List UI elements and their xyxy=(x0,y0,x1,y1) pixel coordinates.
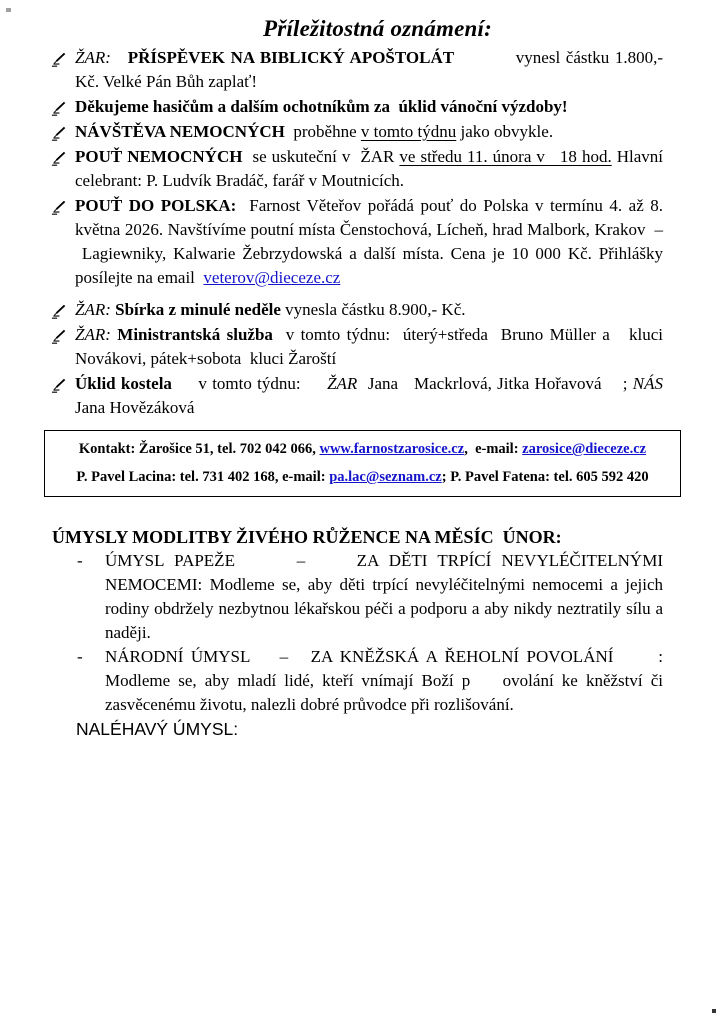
place-marker: ŽAR: xyxy=(75,48,128,67)
pen-bullet-icon xyxy=(51,377,66,393)
dash-marker: - xyxy=(77,551,83,570)
announcement-text: jako obvykle. xyxy=(456,122,554,141)
announcement-title: NÁVŠTĚVA NEMOCNÝCH xyxy=(75,122,285,141)
page-title: Příležitostná oznámení: xyxy=(263,16,492,41)
announcements-list xyxy=(0,46,725,420)
intentions-heading: ÚMYSLY MODLITBY ŽIVÉHO RŮŽENCE NA MĚSÍC ÚNOR: xyxy=(52,527,562,547)
pen-bullet-icon xyxy=(51,199,66,215)
announcement-title: POUŤ DO POLSKA: xyxy=(75,196,237,215)
priest-email-link[interactable]: pa.lac@seznam.cz xyxy=(329,469,442,485)
announcement-prispevek xyxy=(75,46,663,94)
contact-line-parish xyxy=(53,440,672,458)
contact-text: Kontakt: Žarošice 51, tel. 702 042 066, xyxy=(78,441,320,457)
email-link-veterov[interactable]: veterov@dieceze.cz xyxy=(203,268,341,287)
underlined-date: ve středu 11. února v 18 hod. xyxy=(399,147,612,166)
announcement-title: PŘÍSPĚVEK NA BIBLICKÝ APOŠTOLÁT xyxy=(127,48,455,67)
announcement-pout-polska xyxy=(75,194,663,290)
announcement-text: Děkujeme hasičům a dalším ochotníkům za úklid vánoční výzdoby! xyxy=(75,97,568,116)
contact-text: , e-mail: xyxy=(464,441,523,457)
parish-website-link[interactable]: www.farnostzarosice.cz xyxy=(319,441,465,457)
place-marker: NÁS xyxy=(632,374,664,393)
page-corner-mark-bottom-right xyxy=(712,1009,716,1013)
parish-email-link[interactable]: zarosice@dieceze.cz xyxy=(522,441,647,457)
contact-line-priests xyxy=(53,468,672,486)
announcement-dekujeme xyxy=(75,95,663,119)
pen-bullet-icon xyxy=(51,150,66,166)
place-marker: ŽAR: xyxy=(75,300,116,319)
announcement-sbirka xyxy=(75,298,663,322)
announcement-text: proběhne xyxy=(284,122,361,141)
dash-marker: - xyxy=(77,647,83,666)
announcement-text: Hlavní celebrant: P. Ludvík Bradáč, farář v Moutnicích. xyxy=(75,147,663,190)
announcement-text: vynesla částku 8.900,- Kč. xyxy=(280,300,466,319)
announcement-uklid xyxy=(75,372,663,420)
pen-bullet-icon xyxy=(51,125,66,141)
contact-text: ; P. Pavel Fatena: tel. 605 592 420 xyxy=(441,469,649,485)
page-corner-mark-top-left xyxy=(6,8,11,12)
pen-bullet-icon xyxy=(51,303,66,319)
pen-bullet-icon xyxy=(51,51,66,67)
pen-bullet-icon xyxy=(51,100,66,116)
contact-info-box xyxy=(44,430,681,497)
urgent-intention-label: NALÉHAVÝ ÚMYSL: xyxy=(76,719,239,739)
announcement-navsteva xyxy=(75,120,663,144)
announcement-title: POUŤ NEMOCNÝCH xyxy=(75,147,243,166)
announcement-pout-nemocnych xyxy=(75,145,663,193)
announcement-title: Sbírka z minulé neděle xyxy=(115,300,281,319)
announcement-text: v tomto týdnu: xyxy=(171,374,328,393)
announcement-ministranti xyxy=(75,323,663,371)
intention-pope xyxy=(77,549,663,645)
intention-text: ÚMYSL PAPEŽE – ZA DĚTI TRPÍCÍ NEVYLÉČITELNÝMI NEMOCEMI: Modleme se, aby děti trpící nevyléčitelnými nemocemi a jejich rodiny obdržely nezbytnou lékařskou péči a podporu a aby nikdy neztratily sílu a naději. xyxy=(105,551,663,642)
announcement-text: Jana Hovězáková xyxy=(75,398,195,417)
announcement-text: Farnost Věteřov pořádá pouť do Polska v termínu 4. až 8. května 2026. Navštívíme poutní místa Čenstochová, Lícheň, hrad Malbork, Krakov – Lagiewniky, Kalwarie Žebrzydowská a další místa. Cena je 10 000 Kč. Přihlášky posílejte na email xyxy=(75,196,663,287)
announcement-title: Ministrantská služba xyxy=(117,325,273,344)
contact-text: P. Pavel Lacina: tel. 731 402 168, e-mail: xyxy=(76,469,330,485)
place-marker: ŽAR: xyxy=(75,325,118,344)
announcement-text: v tomto týdnu: úterý+středa Bruno Müller a kluci Novákovi, pátek+sobota kluci Žaroští xyxy=(75,325,664,368)
announcement-text: se uskuteční v ŽAR xyxy=(242,147,400,166)
intention-text: NÁRODNÍ ÚMYSL – ZA KNĚŽSKÁ A ŘEHOLNÍ POVOLÁNÍ : Modleme se, aby mladí lidé, kteří vnímají Boží p ovolání ke kněžství či zasvěcenému životu, nalezli dobré průvodce při rozlišování. xyxy=(105,647,663,714)
announcement-title: Úklid kostela xyxy=(75,374,172,393)
announcement-text: vynesl částku 1.800,- Kč. Velké Pán Bůh zaplať! xyxy=(75,48,663,91)
announcement-text: Jana Mackrlová, Jitka Hořavová ; xyxy=(357,374,633,393)
intention-national xyxy=(77,645,663,717)
pen-bullet-icon xyxy=(51,328,66,344)
place-marker: ŽAR xyxy=(327,374,358,393)
underlined-phrase: v tomto týdnu xyxy=(360,122,457,141)
